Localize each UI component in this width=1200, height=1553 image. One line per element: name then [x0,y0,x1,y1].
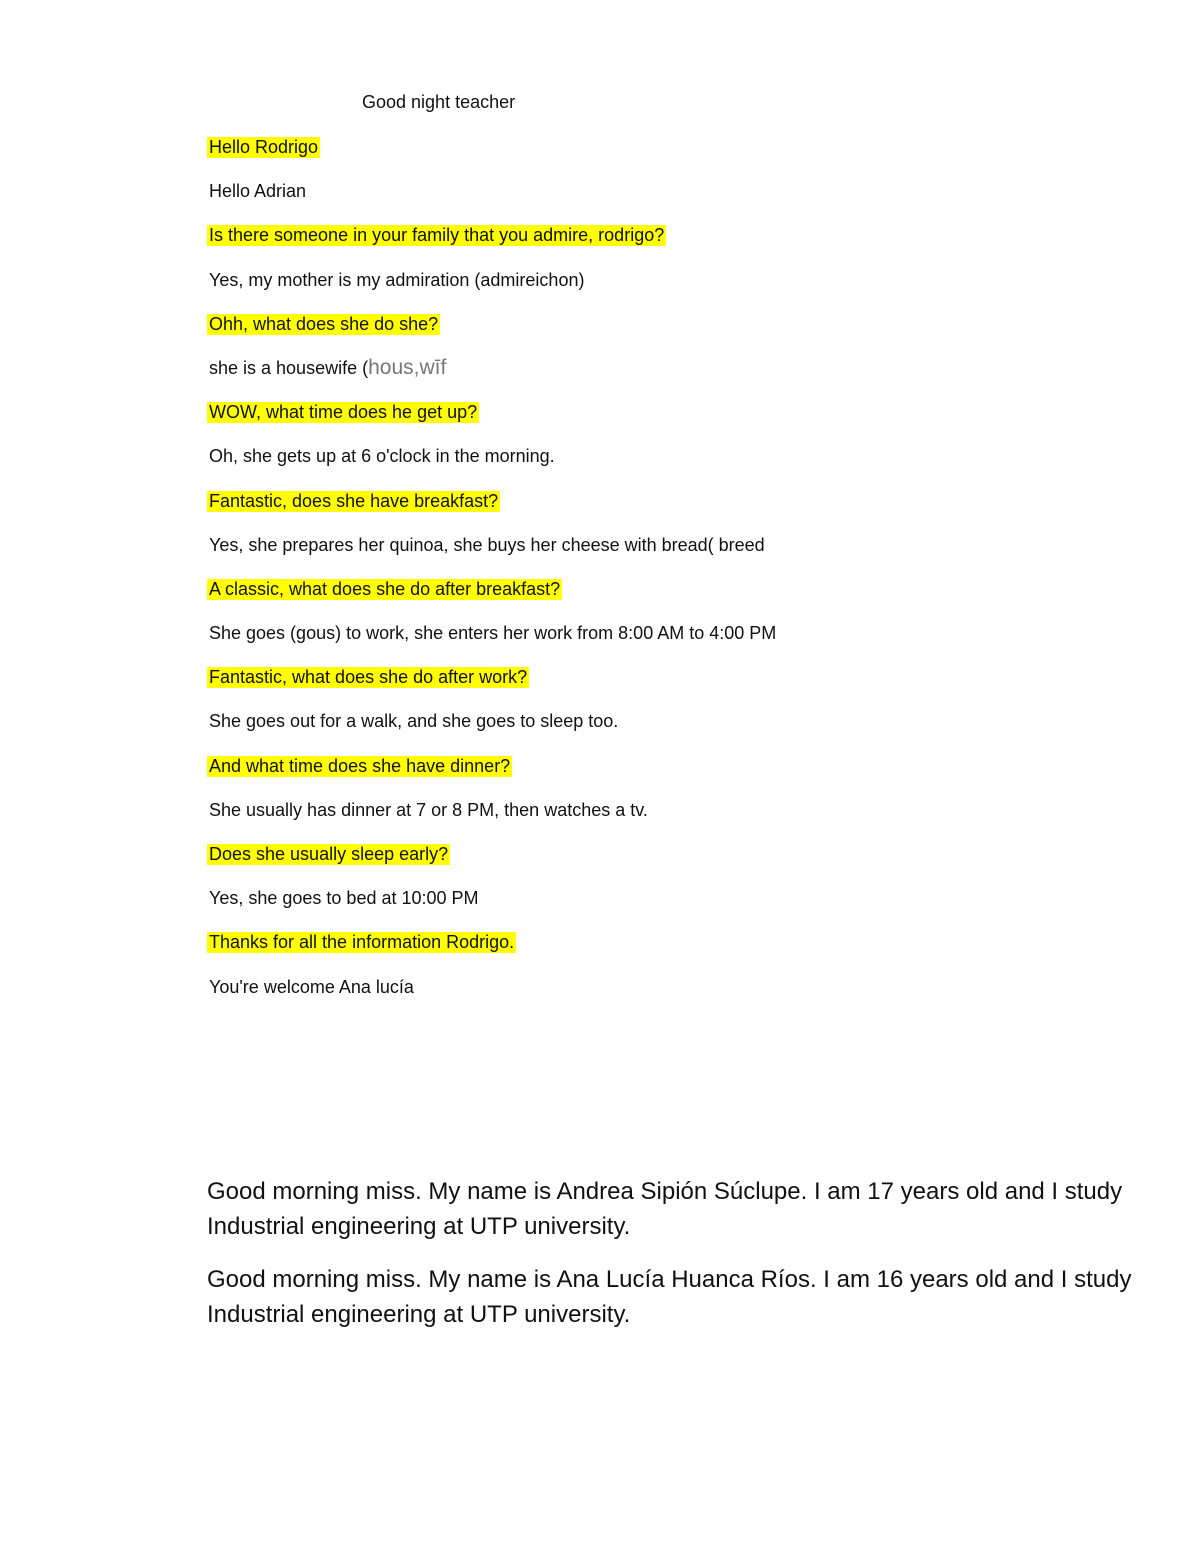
dialogue-line [207,400,1107,444]
dialogue [207,135,1107,1019]
dialogue-line [207,577,1107,621]
introduction-paragraph: Good morning miss. My name is Andrea Sipión Súclupe. I am 17 years old and I study Industrial engineering at UTP university. [207,1178,1123,1240]
introduction-paragraph: Good morning miss. My name is Ana Lucía Huanca Ríos. I am 16 years old and I study Industrial engineering at UTP university. [207,1266,1132,1328]
dialogue-text: Yes, she goes to bed at 10:00 PM [209,888,479,909]
dialogue-line [207,356,1107,400]
dialogue-line [207,621,1107,665]
dialogue-text: Yes, my mother is my admiration (admireichon) [209,269,585,290]
dialogue-text: She goes out for a walk, and she goes to sleep too. [209,711,619,732]
dialogue-text: Is there someone in your family that you admire, rodrigo? [209,225,665,246]
dialogue-text: She goes (gous) to work, she enters her work from 8:00 AM to 4:00 PM [209,623,777,644]
dialogue-text: Oh, she gets up at 6 o'clock in the morning. [209,446,555,467]
dialogue-text: And what time does she have dinner? [209,755,511,776]
dialogue-line [207,489,1107,533]
dialogue-text: Ohh, what does she do she? [209,313,439,334]
dialogue-line [207,268,1107,312]
dialogue-line [207,886,1107,930]
dialogue-line [207,533,1107,577]
dialogue-line [207,665,1107,709]
dialogue-line [207,223,1107,267]
dialogue-line [207,930,1107,974]
dialogue-line [207,709,1107,753]
dialogue-text: You're welcome Ana lucía [209,976,414,997]
dialogue-line [207,798,1107,842]
dialogue-line [207,754,1107,798]
dialogue-line [207,842,1107,886]
dialogue-line [207,444,1107,488]
dialogue-text: Does she usually sleep early? [209,844,449,864]
dialogue-text: Hello Rodrigo [209,137,319,157]
dialogue-text: Yes, she prepares her quinoa, she buys her cheese with bread( breed [209,534,765,555]
dialogue-text: Hello Adrian [209,181,307,202]
dialogue-text: WOW, what time does he get up? [209,402,478,423]
dialogue-text [207,355,448,379]
dialogue-line [207,179,1107,223]
dialogue-text: Fantastic, does she have breakfast? [209,490,499,511]
dialogue-line [207,975,1107,1019]
dialogue-text: She usually has dinner at 7 or 8 PM, then watches a tv. [209,799,648,820]
dialogue-text-main: she is a housewife ( [209,357,369,378]
dialogue-line [207,312,1107,356]
document-title: Good night teacher [362,92,516,112]
dialogue-text: Fantastic, what does she do after work? [209,667,528,688]
pronunciation-text: hous,wīf [368,355,447,379]
dialogue-line [207,135,1107,179]
dialogue-text: A classic, what does she do after breakfast? [209,578,561,599]
dialogue-text: Thanks for all the information Rodrigo. [209,932,515,953]
